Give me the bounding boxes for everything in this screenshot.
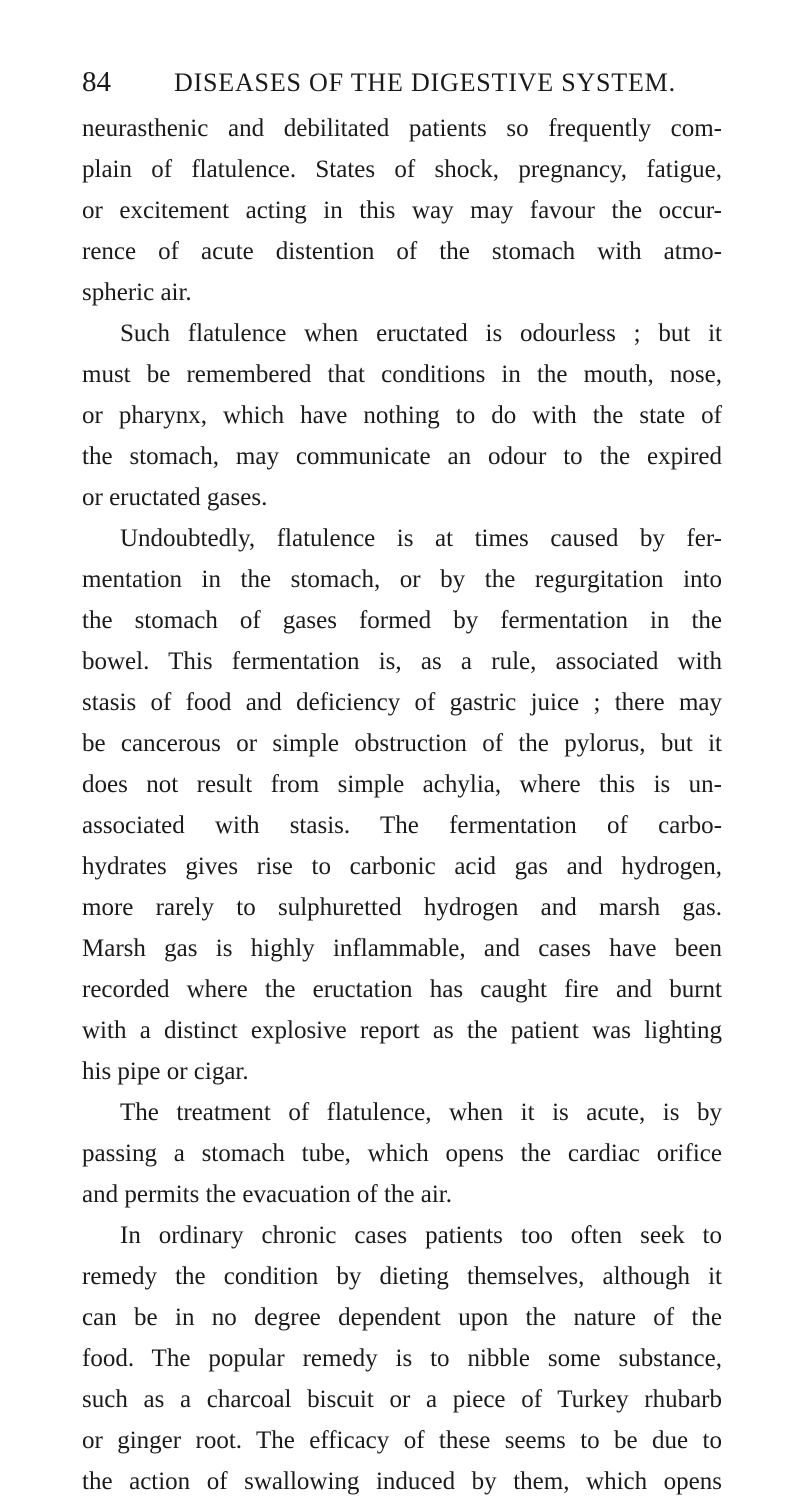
text-line: bowel. This fermentation is, as a rule, associated with — [82, 648, 722, 675]
text-line: neurasthenic and debilitated patients so frequently com- — [82, 115, 722, 142]
text-line: must be remembered that conditions in the mouth, nose, — [82, 361, 722, 388]
text-line: associated with stasis. The fermentation of carbo- — [82, 812, 722, 839]
text-line: or pharynx, which have nothing to do with the state of — [82, 402, 722, 429]
text-line: or eructated gases. — [82, 484, 268, 511]
text-line: Marsh gas is highly inflammable, and cases have been — [82, 935, 722, 962]
text-line: Undoubtedly, flatulence is at times caused by fer- — [120, 525, 722, 552]
text-line: remedy the condition by dieting themselves, although it — [82, 1263, 722, 1290]
text-line: food. The popular remedy is to nibble some substance, — [82, 1345, 722, 1372]
text-line: does not result from simple achylia, where this is un- — [82, 771, 722, 798]
text-line: plain of flatulence. States of shock, pregnancy, fatigue, — [82, 156, 722, 183]
text-line: Such flatulence when eructated is odourless ; but it — [120, 320, 722, 347]
text-line: mentation in the stomach, or by the regurgitation into — [82, 566, 722, 593]
text-line: his pipe or cigar. — [82, 1058, 249, 1085]
text-line: the stomach of gases formed by fermentation in the — [82, 607, 722, 634]
text-line: In ordinary chronic cases patients too often seek to — [120, 1222, 722, 1249]
text-line: stasis of food and deficiency of gastric juice ; there may — [82, 689, 722, 716]
text-line: The treatment of flatulence, when it is acute, is by — [120, 1099, 722, 1126]
text-line: passing a stomach tube, which opens the cardiac orifice — [82, 1140, 722, 1167]
text-line: or excitement acting in this way may favour the occur- — [82, 197, 722, 224]
text-line: with a distinct explosive report as the patient was lighting — [82, 1017, 722, 1044]
text-line: be cancerous or simple obstruction of the pylorus, but it — [82, 730, 722, 757]
text-line: the action of swallowing induced by them, which opens — [82, 1468, 722, 1495]
body-text — [82, 108, 722, 1502]
page-number: 84 — [82, 66, 111, 98]
text-line: recorded where the eructation has caught fire and burnt — [82, 976, 722, 1003]
text-line: or ginger root. The efficacy of these seems to be due to — [82, 1427, 722, 1454]
text-line: the stomach, may communicate an odour to the expired — [82, 443, 722, 470]
running-head: DISEASES OF THE DIGESTIVE SYSTEM. — [174, 68, 676, 97]
text-line: spheric air. — [82, 279, 192, 306]
text-line: rence of acute distention of the stomach with atmo- — [82, 238, 722, 265]
text-line: and permits the evacuation of the air. — [82, 1181, 453, 1208]
text-line: can be in no degree dependent upon the nature of the — [82, 1304, 722, 1331]
text-line: more rarely to sulphuretted hydrogen and marsh gas. — [82, 894, 722, 921]
text-line: such as a charcoal biscuit or a piece of Turkey rhubarb — [82, 1386, 722, 1413]
text-line: hydrates gives rise to carbonic acid gas and hydrogen, — [82, 853, 722, 880]
